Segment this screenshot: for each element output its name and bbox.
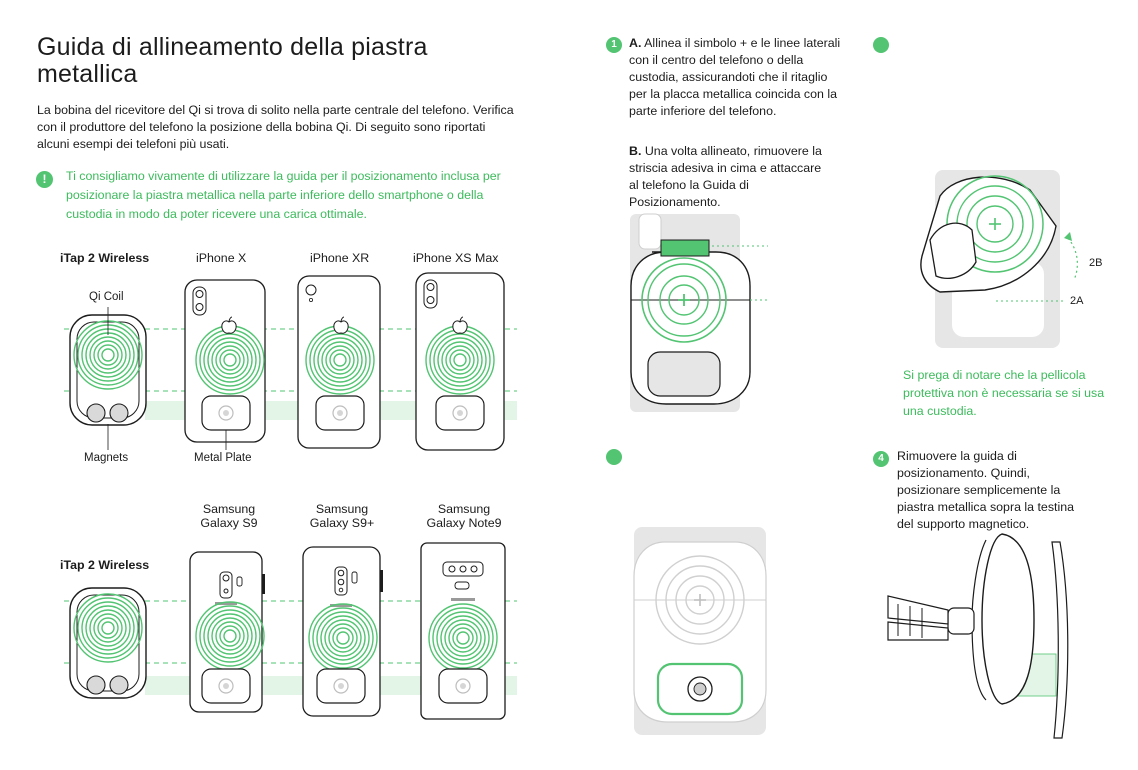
exclamation-icon: ! — [36, 171, 53, 188]
phone-label-galaxy-s9-line1: Samsung — [202, 502, 256, 516]
label-2b: 2B — [1089, 257, 1103, 269]
phone-label-galaxy-note9-line2: Galaxy Note9 — [426, 516, 502, 530]
step-1b-label: B. — [629, 144, 642, 158]
phone-iphone-x — [185, 280, 265, 442]
intro-paragraph: La bobina del ricevitore del Qi si trova di solito nella parte centrale del telefono. Verifica con il produttore del telefono la posizione della bobina Qi. Di seguito sono riportati alcuni esempi dei telefoni più usati. — [37, 103, 514, 151]
row2-device-label: iTap 2 Wireless — [60, 558, 150, 572]
phone-label-iphone-xr: iPhone XR — [310, 251, 370, 265]
step-1-badge: 1 — [606, 37, 622, 53]
phone-iphone-xr — [298, 276, 380, 448]
label-2a: 2A — [1070, 295, 1084, 307]
step2-illustration — [921, 170, 1077, 348]
phone-label-iphone-x: iPhone X — [196, 251, 247, 265]
phone-label-galaxy-note9-line1: Samsung — [437, 502, 491, 516]
metal-plate-callout: Metal Plate — [194, 452, 252, 464]
step-4-text: Rimuovere la guida di posizionamento. Quindi, posizionare semplicemente la piastra metallica sopra la testina del supporto magnetico. — [897, 449, 1074, 531]
step-2-note: Si prega di notare che la pellicola protettiva non è necessaria se si usa una custodia. — [903, 368, 1105, 418]
step3-illustration — [634, 527, 766, 735]
phone-galaxy-s9-plus — [303, 547, 383, 716]
phone-galaxy-note9 — [421, 543, 505, 719]
magnets-callout: Magnets — [84, 452, 129, 464]
phone-label-galaxy-s9-plus-line1: Samsung — [315, 502, 369, 516]
step-1a-body: Allinea il simbolo + e le linee laterali con il centro del telefono o della custodia, assicurandoti che il ritaglio per la placca metallica coincida con la parte inferiore del telefono. — [629, 36, 841, 118]
step1-illustration — [630, 214, 768, 412]
page-title: Guida di allineamento della piastra metallica — [37, 33, 428, 88]
phone-label-iphone-xs-max: iPhone XS Max — [413, 251, 499, 265]
phone-galaxy-s9 — [190, 552, 265, 712]
phone-label-galaxy-s9-line2: Galaxy S9 — [200, 516, 258, 530]
tip-text: Ti consigliamo vivamente di utilizzare la guida per il posizionamento inclusa per posizionare la piastra metallica nella parte inferiore dello smartphone o della custodia in modo da poter ricevere una carica ottimale. — [66, 169, 501, 221]
step-4-badge: 4 — [873, 451, 889, 467]
row1-device-label: iTap 2 Wireless — [60, 251, 150, 265]
phone-iphone-xs-max — [416, 273, 504, 450]
qi-coil-callout: Qi Coil — [89, 291, 124, 303]
step4-illustration — [888, 534, 1068, 738]
phone-label-galaxy-s9-plus-line2: Galaxy S9+ — [309, 516, 375, 530]
step-1a-label: A. — [629, 36, 642, 50]
step-1b-body: Una volta allineato, rimuovere la striscia adesiva in cima e attaccare al telefono la Guida di Posizionamento. — [629, 144, 822, 209]
